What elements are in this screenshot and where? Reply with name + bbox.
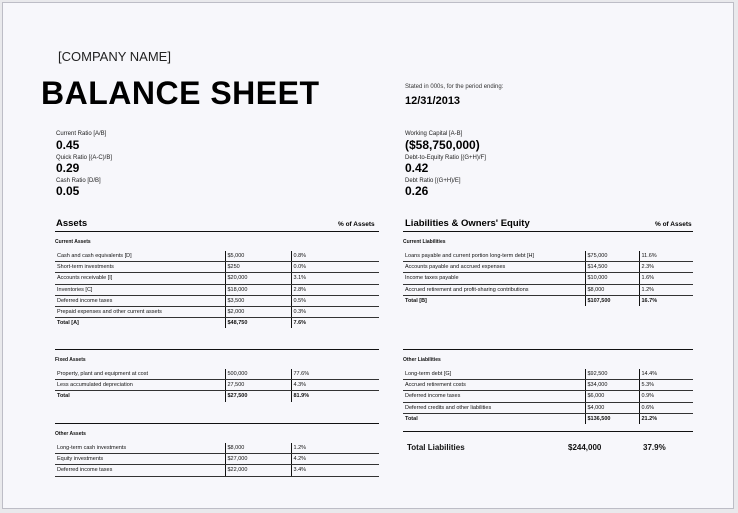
row-value[interactable]: $20,000 bbox=[225, 273, 291, 284]
table-row[interactable] bbox=[403, 369, 693, 380]
total-liabilities-rule bbox=[403, 431, 693, 432]
fixed-assets-heading: Fixed Assets bbox=[55, 357, 86, 363]
current-liabilities-heading: Current Liabilities bbox=[403, 239, 446, 245]
row-label: Prepaid expenses and other current assets bbox=[55, 306, 225, 317]
current-liabilities-table bbox=[403, 251, 693, 306]
table-row[interactable] bbox=[55, 454, 379, 465]
row-value[interactable]: $14,500 bbox=[585, 262, 639, 273]
row-label: Accounts receivable [I] bbox=[55, 273, 225, 284]
row-pct: 0.5% bbox=[291, 295, 379, 306]
row-label: Deferred credits and other liabilities bbox=[403, 402, 585, 413]
row-value[interactable]: $34,000 bbox=[585, 380, 639, 391]
current-assets-table bbox=[55, 251, 379, 328]
row-pct: 0.8% bbox=[291, 251, 379, 262]
table-row[interactable] bbox=[55, 262, 379, 273]
table-row[interactable] bbox=[55, 465, 379, 476]
row-label: Loans payable and current portion long-term debt [H] bbox=[403, 251, 585, 262]
row-pct: 2.3% bbox=[639, 262, 693, 273]
row-label: Less accumulated depreciation bbox=[55, 380, 225, 391]
ratio-value-debt: 0.26 bbox=[405, 184, 429, 198]
row-value[interactable]: $92,500 bbox=[585, 369, 639, 380]
table-row[interactable] bbox=[55, 284, 379, 295]
row-value[interactable]: $75,000 bbox=[585, 251, 639, 262]
row-value[interactable]: $4,000 bbox=[585, 402, 639, 413]
total-pct: 21.2% bbox=[639, 413, 693, 424]
ratio-label-cash: Cash Ratio [D/B] bbox=[56, 178, 101, 184]
table-row[interactable] bbox=[403, 284, 693, 295]
balance-sheet-page bbox=[2, 2, 734, 509]
row-label: Short-term investments bbox=[55, 262, 225, 273]
fixed-assets-table bbox=[55, 369, 379, 402]
row-value[interactable]: 500,000 bbox=[225, 369, 291, 380]
row-value[interactable]: $18,000 bbox=[225, 284, 291, 295]
table-row[interactable] bbox=[403, 380, 693, 391]
total-liabilities-value: $244,000 bbox=[568, 443, 602, 452]
row-pct: 1.2% bbox=[639, 284, 693, 295]
row-label: Accrued retirement costs bbox=[403, 380, 585, 391]
ratio-label-working-capital: Working Capital [A-B] bbox=[405, 131, 463, 137]
row-value[interactable]: $10,000 bbox=[585, 273, 639, 284]
row-pct: 1.6% bbox=[639, 273, 693, 284]
other-assets-table bbox=[55, 443, 379, 477]
row-pct: 3.1% bbox=[291, 273, 379, 284]
table-row[interactable] bbox=[55, 369, 379, 380]
row-pct: 5.3% bbox=[639, 380, 693, 391]
row-value[interactable]: $8,000 bbox=[225, 443, 291, 454]
table-row[interactable] bbox=[403, 391, 693, 402]
row-pct: 4.2% bbox=[291, 454, 379, 465]
row-label: Long-term debt [G] bbox=[403, 369, 585, 380]
total-row bbox=[403, 413, 693, 424]
period-date[interactable]: 12/31/2013 bbox=[405, 95, 461, 107]
total-pct: 81.9% bbox=[291, 391, 379, 402]
stated-note: Stated in 000s, for the period ending: bbox=[405, 84, 504, 90]
current-assets-heading: Current Assets bbox=[55, 239, 91, 245]
ratio-label-debt: Debt Ratio [(G+H)/E] bbox=[405, 178, 461, 184]
total-label: Total bbox=[403, 413, 585, 424]
ratio-value-debt-to-equity: 0.42 bbox=[405, 161, 429, 175]
total-value: $136,500 bbox=[585, 413, 639, 424]
fixed-assets-rule bbox=[55, 349, 379, 350]
row-pct: 77.6% bbox=[291, 369, 379, 380]
total-value: $107,500 bbox=[585, 295, 639, 306]
table-row[interactable] bbox=[55, 273, 379, 284]
row-pct: 3.4% bbox=[291, 465, 379, 476]
total-pct: 16.7% bbox=[639, 295, 693, 306]
liabilities-title: Liabilities & Owners' Equity bbox=[405, 218, 530, 229]
row-label: Deferred income taxes bbox=[55, 465, 225, 476]
row-label: Cash and cash equivalents [D] bbox=[55, 251, 225, 262]
row-label: Deferred income taxes bbox=[55, 295, 225, 306]
ratio-value-quick: 0.29 bbox=[56, 161, 80, 175]
row-pct: 14.4% bbox=[639, 369, 693, 380]
row-pct: 2.8% bbox=[291, 284, 379, 295]
row-pct: 1.2% bbox=[291, 443, 379, 454]
other-liabilities-table bbox=[403, 369, 693, 424]
total-row bbox=[55, 318, 379, 329]
table-row[interactable] bbox=[55, 295, 379, 306]
table-row[interactable] bbox=[55, 306, 379, 317]
total-label: Total [B] bbox=[403, 295, 585, 306]
ratio-value-current: 0.45 bbox=[56, 138, 80, 152]
ratio-value-cash: 0.05 bbox=[56, 184, 80, 198]
total-value: $48,750 bbox=[225, 318, 291, 329]
row-value[interactable]: $2,000 bbox=[225, 306, 291, 317]
row-label: Income taxes payable bbox=[403, 273, 585, 284]
row-label: Long-term cash investments bbox=[55, 443, 225, 454]
row-value[interactable]: $250 bbox=[225, 262, 291, 273]
row-pct: 11.6% bbox=[639, 251, 693, 262]
assets-title: Assets bbox=[56, 218, 88, 229]
row-pct: 4.3% bbox=[291, 380, 379, 391]
table-row[interactable] bbox=[403, 273, 693, 284]
other-liabilities-rule bbox=[403, 349, 693, 350]
other-assets-heading: Other Assets bbox=[55, 431, 86, 437]
row-label: Accrued retirement and profit-sharing contributions bbox=[403, 284, 585, 295]
total-row bbox=[55, 391, 379, 402]
row-label: Equity investments bbox=[55, 454, 225, 465]
row-pct: 0.0% bbox=[291, 262, 379, 273]
table-row[interactable] bbox=[403, 251, 693, 262]
ratio-label-current: Current Ratio [A/B] bbox=[56, 131, 107, 137]
total-label: Total [A] bbox=[55, 318, 225, 329]
table-row[interactable] bbox=[55, 380, 379, 391]
total-label: Total bbox=[55, 391, 225, 402]
row-value[interactable]: $22,000 bbox=[225, 465, 291, 476]
total-row bbox=[403, 295, 693, 306]
row-value[interactable]: $3,500 bbox=[225, 295, 291, 306]
row-pct: 0.6% bbox=[639, 402, 693, 413]
assets-header-rule bbox=[55, 231, 379, 232]
row-value[interactable]: $27,000 bbox=[225, 454, 291, 465]
row-value[interactable]: $5,000 bbox=[225, 251, 291, 262]
other-liabilities-heading: Other Liabilities bbox=[403, 357, 441, 363]
page-title: BALANCE SHEET bbox=[41, 75, 320, 111]
assets-pct-header: % of Assets bbox=[338, 221, 375, 228]
row-value[interactable]: $8,000 bbox=[585, 284, 639, 295]
table-row[interactable] bbox=[403, 402, 693, 413]
total-value: $27,500 bbox=[225, 391, 291, 402]
row-label: Deferred income taxes bbox=[403, 391, 585, 402]
row-pct: 0.9% bbox=[639, 391, 693, 402]
total-liabilities-label: Total Liabilities bbox=[407, 443, 465, 452]
table-row[interactable] bbox=[55, 251, 379, 262]
row-pct: 0.3% bbox=[291, 306, 379, 317]
ratio-value-working-capital: ($58,750,000) bbox=[405, 138, 480, 152]
liabilities-pct-header: % of Assets bbox=[655, 221, 692, 228]
row-value[interactable]: 27,500 bbox=[225, 380, 291, 391]
row-label: Accounts payable and accrued expenses bbox=[403, 262, 585, 273]
ratio-label-quick: Quick Ratio [(A-C)/B] bbox=[56, 155, 113, 161]
other-assets-rule bbox=[55, 423, 379, 424]
table-row[interactable] bbox=[403, 262, 693, 273]
row-label: Inventories [C] bbox=[55, 284, 225, 295]
table-row[interactable] bbox=[55, 443, 379, 454]
total-liabilities-pct: 37.9% bbox=[643, 443, 666, 452]
row-label: Property, plant and equipment at cost bbox=[55, 369, 225, 380]
company-name[interactable]: [COMPANY NAME] bbox=[58, 49, 171, 64]
row-value[interactable]: $6,000 bbox=[585, 391, 639, 402]
ratio-label-debt-to-equity: Debt-to-Equity Ratio [(G+H)/F] bbox=[405, 155, 486, 161]
liabilities-header-rule bbox=[403, 231, 693, 232]
total-pct: 7.6% bbox=[291, 318, 379, 329]
